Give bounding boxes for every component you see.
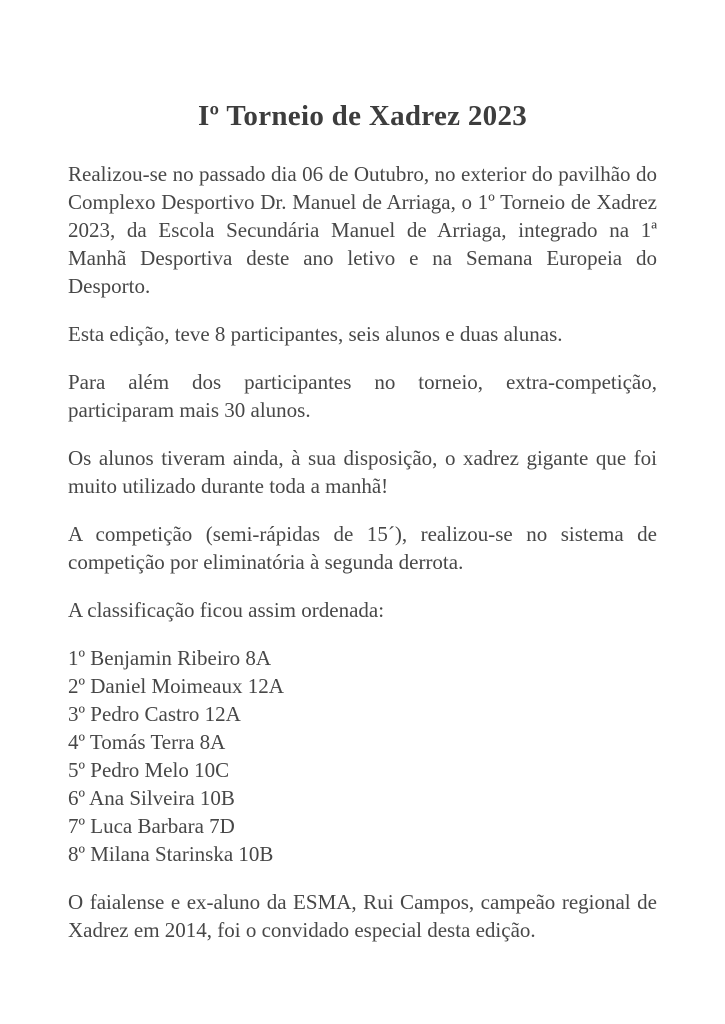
classification-item: 7º Luca Barbara 7D <box>68 814 235 838</box>
paragraph-participants: Esta edição, teve 8 participantes, seis alunos e duas alunas. <box>68 322 563 346</box>
paragraph-giant-chess: Os alunos tiveram ainda, à sua disposição, o xadrez gigante que foi muito utilizado durante toda a manhã! <box>68 446 657 498</box>
classification-item: 3º Pedro Castro 12A <box>68 702 241 726</box>
paragraph-competition-system: A competição (semi-rápidas de 15´), realizou-se no sistema de competição por eliminatória à segunda derrota. <box>68 522 657 574</box>
paragraph-extra-competition: Para além dos participantes no torneio, extra-competição, participaram mais 30 alunos. <box>68 370 657 422</box>
paragraph-event-summary: Realizou-se no passado dia 06 de Outubro, no exterior do pavilhão do Complexo Desportivo Dr. Manuel de Arriaga, o 1º Torneio de Xadrez 2023, da Escola Secundária Manuel de Arriaga, integrado na 1ª Manhã Desportiva deste ano letivo e na Semana Europeia do Desporto. <box>68 162 657 298</box>
classification-item: 5º Pedro Melo 10C <box>68 758 230 782</box>
classification-item: 1º Benjamin Ribeiro 8A <box>68 646 272 670</box>
paragraph-closing: O faialense e ex-aluno da ESMA, Rui Campos, campeão regional de Xadrez em 2014, foi o convidado especial desta edição. <box>68 890 657 942</box>
classification-list <box>68 644 657 868</box>
classification-item: 4º Tomás Terra 8A <box>68 730 226 754</box>
document-title: Iº Torneio de Xadrez 2023 <box>197 100 528 132</box>
paragraph-classification-intro: A classificação ficou assim ordenada: <box>68 598 385 622</box>
classification-item: 8º Milana Starinska 10B <box>68 842 274 866</box>
classification-item: 6º Ana Silveira 10B <box>68 786 235 810</box>
classification-item: 2º Daniel Moimeaux 12A <box>68 674 284 698</box>
